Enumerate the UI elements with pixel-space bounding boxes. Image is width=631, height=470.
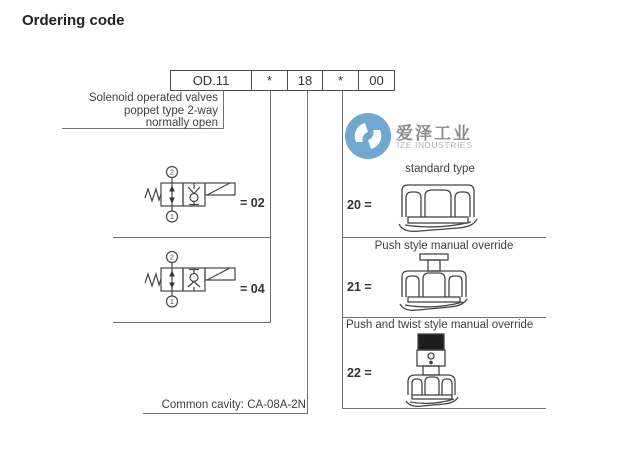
code-segment-override: *	[322, 70, 359, 91]
port-label-1: 1	[170, 214, 174, 222]
connector-line-size	[307, 90, 308, 413]
ordering-code-row	[170, 70, 395, 91]
callout-line-3: normally open	[145, 117, 218, 129]
nut-push-override-icon	[398, 253, 470, 317]
page-title: Ordering code	[22, 12, 125, 29]
knob-push-twist-override-icon	[404, 333, 462, 407]
callout-line-1: Solenoid operated valves	[88, 92, 218, 104]
port-label-2: 2	[170, 169, 174, 177]
watermark-chinese-text: 爱泽工业	[396, 124, 472, 143]
ize-industries-logo-icon	[344, 112, 392, 160]
common-cavity-note: Common cavity: CA-08A-2N	[161, 399, 306, 411]
code-segment-size: 18	[287, 70, 323, 91]
nut-standard-icon	[396, 181, 480, 233]
valve-option-04-code: = 04	[240, 282, 265, 296]
valve-divider-2	[113, 322, 271, 323]
port-label-1: 1	[170, 299, 174, 307]
watermark-english-text: IZE INDUSTRIES	[397, 140, 473, 150]
connector-line-valve-type	[270, 90, 271, 322]
code-segment-series: 00	[358, 70, 395, 91]
callout-line-2: poppet type 2-way	[124, 104, 218, 117]
override-push-label: Push style manual override	[374, 240, 514, 252]
cavity-underline	[143, 413, 308, 414]
override-divider-2	[342, 317, 546, 318]
code-segment-model: OD.11	[170, 70, 252, 91]
valve-description-callout	[62, 92, 218, 130]
override-standard-label: standard type	[405, 163, 475, 175]
override-divider-1	[342, 237, 546, 238]
override-standard-code: 20 =	[347, 198, 372, 212]
valve-divider-1	[113, 237, 271, 238]
code-segment-valve-type: *	[251, 70, 288, 91]
port-label-2: 2	[170, 254, 174, 262]
override-push-twist-code: 22 =	[347, 366, 372, 380]
override-push-twist-label: Push and twist style manual override	[346, 319, 534, 331]
override-divider-bottom	[342, 408, 546, 409]
override-push-code: 21 =	[347, 280, 372, 294]
valve-option-02-code: = 02	[240, 196, 265, 210]
connector-line-model	[223, 90, 224, 128]
